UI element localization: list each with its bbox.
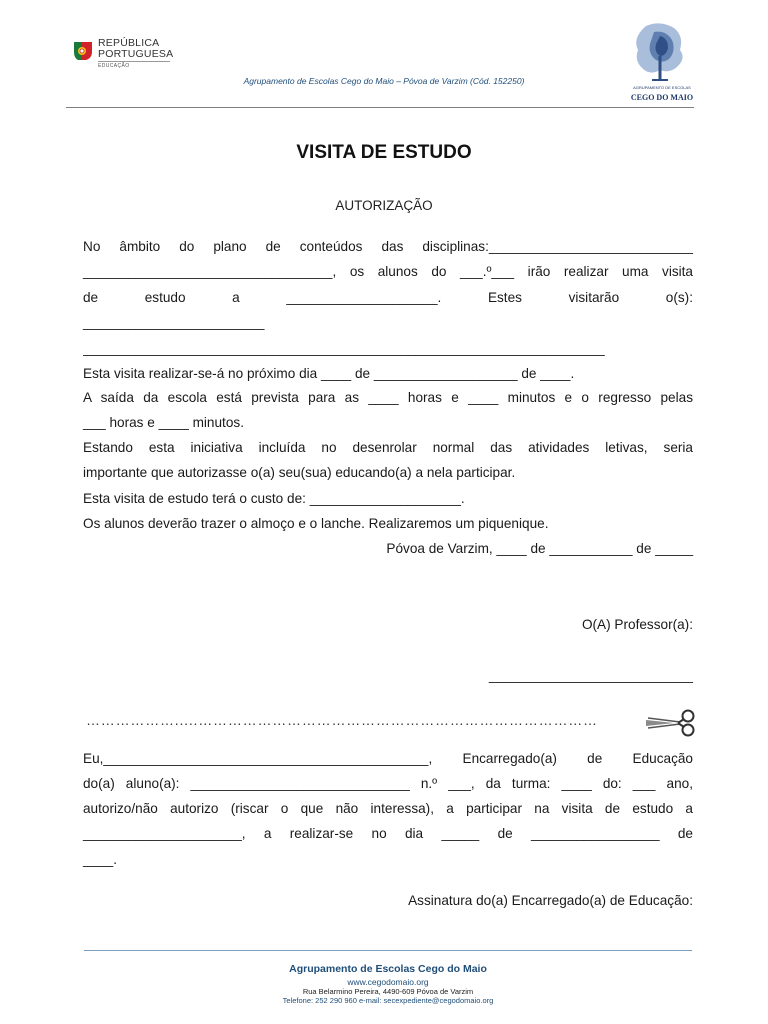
footer-contacts: Telefone: 252 290 960 e-mail: secexpediente@cegodomaio.org: [282, 996, 494, 1005]
rp-sub: EDUCAÇÃO: [98, 63, 130, 69]
rp-line2: PORTUGUESA: [98, 48, 174, 60]
logo-big-text: CEGO DO MAIO: [630, 93, 694, 102]
school-logo: [626, 22, 698, 104]
school-emblem-icon: [626, 22, 698, 84]
slip-line: do(a) aluno(a): _____________________________ n.º ___, da turma: ____ do: ___ ano,: [83, 776, 693, 791]
republica-portuguesa-logo: [72, 38, 172, 74]
slip-line: _____________________, a realizar-se no dia _____ de _________________ de: [83, 826, 693, 841]
body-line: A saída da escola está prevista para as ____ horas e ____ minutos e o regresso pelas: [83, 390, 693, 405]
body-line: Esta visita de estudo terá o custo de: ____________________.: [83, 491, 465, 506]
slip-line: Eu,___________________________________________, Encarregado(a) de Educação: [83, 751, 693, 766]
footer-divider: [84, 950, 692, 951]
body-line: ________________________: [83, 315, 265, 330]
professor-signature-line: ___________________________: [488, 668, 693, 683]
body-line: Os alunos deverão trazer o almoço e o lanche. Realizaremos um piquenique.: [83, 516, 549, 531]
body-line: ___ horas e ____ minutos.: [83, 415, 244, 430]
body-line: _________________________________, os alunos do ___.º___ irão realizar uma visita: [83, 264, 693, 279]
portugal-flag-icon: [72, 40, 94, 62]
document-subtitle: AUTORIZAÇÃO: [335, 198, 433, 213]
guardian-signature-label: Assinatura do(a) Encarregado(a) de Educação:: [408, 893, 693, 908]
header-divider: [66, 107, 694, 108]
footer-school-name: Agrupamento de Escolas Cego do Maio: [289, 963, 487, 975]
document-title: VISITA DE ESTUDO: [296, 142, 472, 163]
logo-small-text: AGRUPAMENTO DE ESCOLAS: [633, 85, 691, 90]
footer-website[interactable]: www.cegodomaio.org: [347, 977, 429, 987]
body-line: importante que autorizasse o(a) seu(sua) educando(a) a nela participar.: [83, 465, 516, 480]
place-date-line: Póvoa de Varzim, ____ de ___________ de _____: [386, 541, 693, 556]
slip-line: autorizo/não autorizo (riscar o que não interessa), a participar na visita de estudo a: [83, 801, 693, 816]
professor-label: O(A) Professor(a):: [581, 617, 693, 632]
body-line: Esta visita realizar-se-á no próximo dia ____ de ___________________ de ____.: [83, 366, 575, 381]
scissors-icon: [644, 708, 698, 738]
rp-line1: REPÚBLICA: [98, 37, 160, 49]
body-line: de estudo a ____________________. Estes visitarão o(s):: [83, 290, 693, 305]
footer-address: Rua Belarmino Pereira, 4490-609 Póvoa de Varzim: [302, 987, 474, 996]
body-line: _____________________________________________________________________: [83, 341, 605, 356]
school-header-line: Agrupamento de Escolas Cego do Maio – Póvoa de Varzim (Cód. 152250): [243, 76, 525, 86]
body-line: Estando esta iniciativa incluída no desenrolar normal das atividades letivas, seria: [83, 440, 693, 455]
body-line: No âmbito do plano de conteúdos das disciplinas:___________________________: [83, 239, 693, 254]
slip-line: ____.: [83, 852, 118, 867]
cut-dotted-line: ……………….....………………………………………………………………………: [86, 712, 598, 728]
